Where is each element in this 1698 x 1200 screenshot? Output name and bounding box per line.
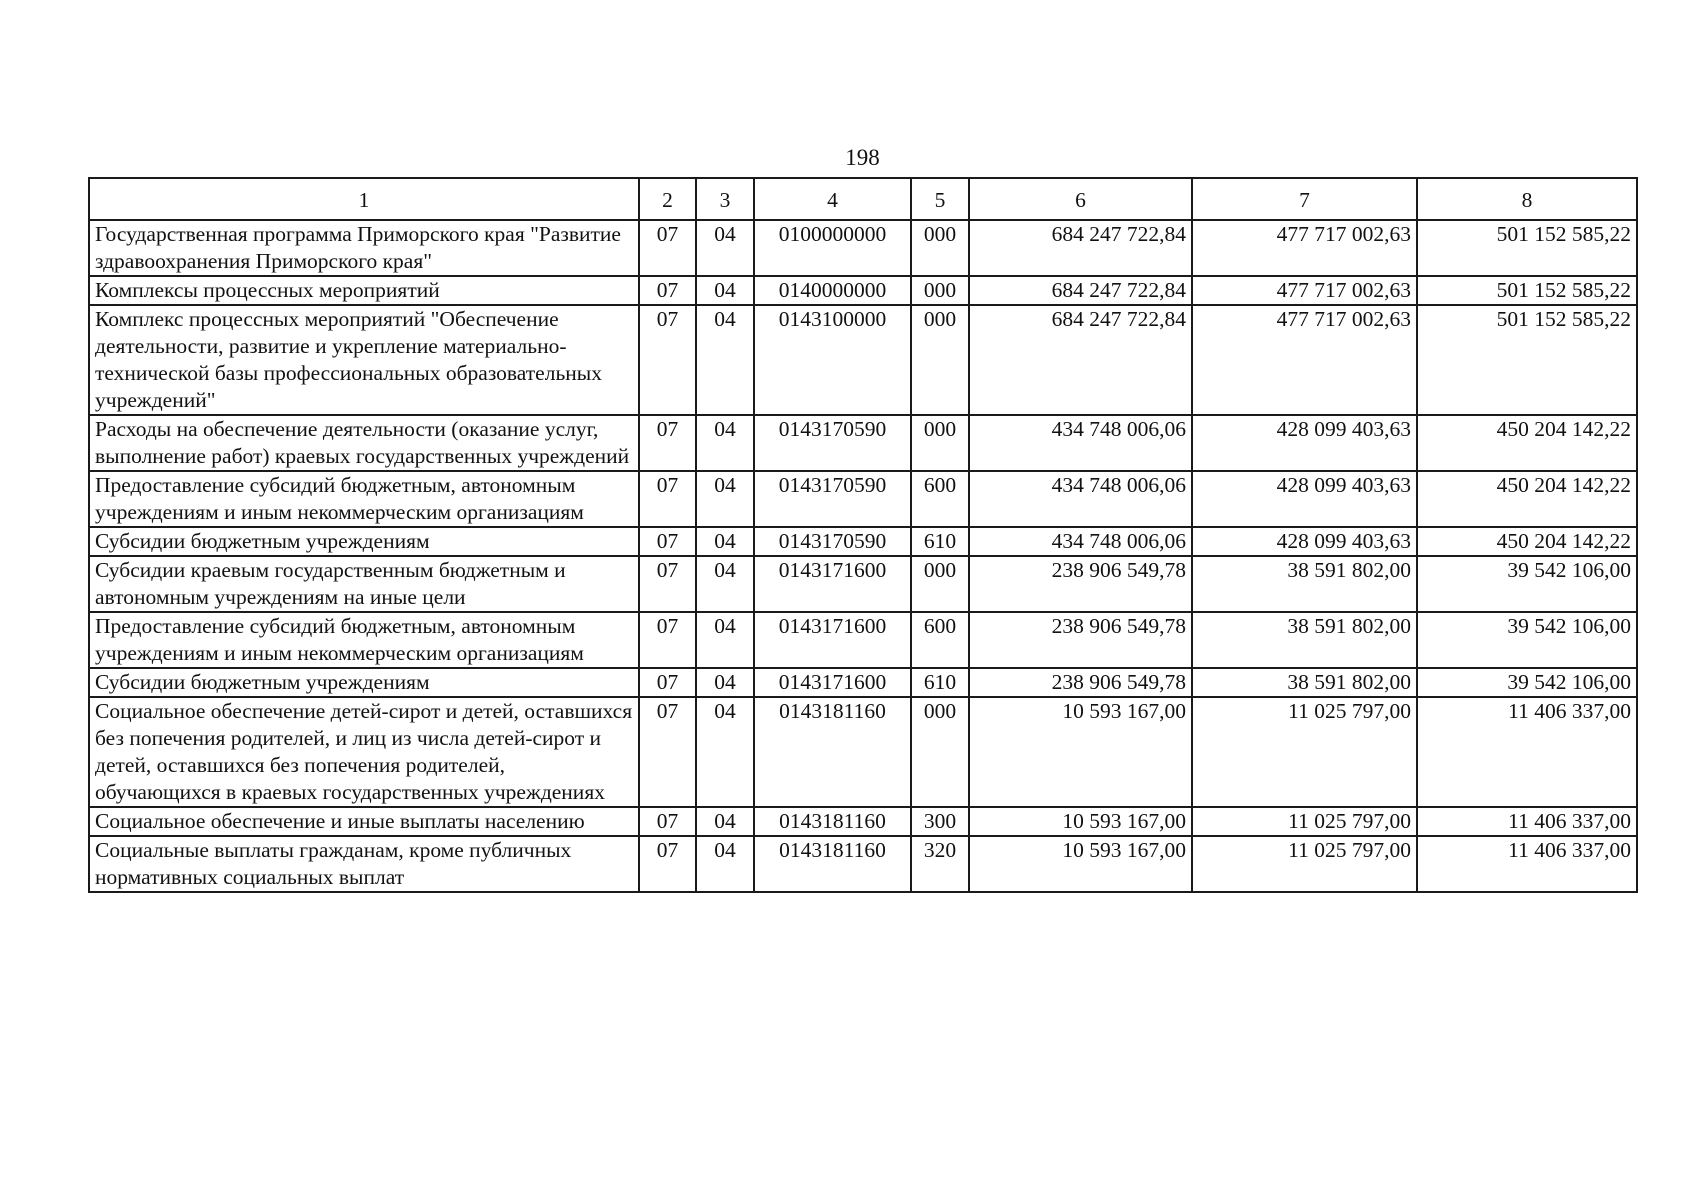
row-name: Субсидии бюджетным учреждениям (89, 527, 639, 556)
row-amount-col-6: 10 593 167,00 (969, 807, 1192, 836)
row-amount-col-6: 434 748 006,06 (969, 471, 1192, 527)
header-col-2: 2 (639, 178, 696, 220)
row-expense-type-code: 600 (911, 612, 969, 668)
table-row (89, 305, 1637, 415)
header-col-5: 5 (911, 178, 969, 220)
row-amount-col-6: 684 247 722,84 (969, 220, 1192, 276)
row-subsection-code: 04 (696, 305, 754, 415)
row-name: Субсидии бюджетным учреждениям (89, 668, 639, 697)
row-amount-col-8: 450 204 142,22 (1417, 527, 1637, 556)
row-amount-col-6: 238 906 549,78 (969, 556, 1192, 612)
table-row (89, 697, 1637, 807)
row-name: Социальные выплаты гражданам, кроме публичных нормативных социальных выплат (89, 836, 639, 892)
row-name: Субсидии краевым государственным бюджетным и автономным учреждениям на иные цели (89, 556, 639, 612)
row-target-code: 0143171600 (754, 668, 911, 697)
row-name: Расходы на обеспечение деятельности (оказание услуг, выполнение работ) краевых государственных учреждений (89, 415, 639, 471)
row-amount-col-6: 434 748 006,06 (969, 415, 1192, 471)
row-target-code: 0100000000 (754, 220, 911, 276)
table-row (89, 471, 1637, 527)
row-section-code: 07 (639, 305, 696, 415)
row-expense-type-code: 320 (911, 836, 969, 892)
row-amount-col-8: 39 542 106,00 (1417, 668, 1637, 697)
row-amount-col-6: 434 748 006,06 (969, 527, 1192, 556)
row-section-code: 07 (639, 807, 696, 836)
row-amount-col-6: 10 593 167,00 (969, 836, 1192, 892)
row-amount-col-6: 684 247 722,84 (969, 305, 1192, 415)
row-name: Комплекс процессных мероприятий "Обеспечение деятельности, развитие и укрепление материально-технической базы профессиональных образовательных учреждений" (89, 305, 639, 415)
row-expense-type-code: 000 (911, 415, 969, 471)
row-amount-col-7: 38 591 802,00 (1192, 668, 1417, 697)
table-row (89, 807, 1637, 836)
row-subsection-code: 04 (696, 220, 754, 276)
row-expense-type-code: 000 (911, 556, 969, 612)
row-name: Предоставление субсидий бюджетным, автономным учреждениям и иным некоммерческим организациям (89, 612, 639, 668)
row-name: Социальное обеспечение детей-сирот и детей, оставшихся без попечения родителей, и лиц из числа детей-сирот и детей, оставшихся без попечения родителей, обучающихся в краевых государственных учреждениях (89, 697, 639, 807)
row-expense-type-code: 300 (911, 807, 969, 836)
row-amount-col-7: 38 591 802,00 (1192, 556, 1417, 612)
row-subsection-code: 04 (696, 471, 754, 527)
row-expense-type-code: 000 (911, 276, 969, 305)
table-row (89, 836, 1637, 892)
table-row (89, 220, 1637, 276)
row-amount-col-7: 428 099 403,63 (1192, 415, 1417, 471)
row-section-code: 07 (639, 276, 696, 305)
row-subsection-code: 04 (696, 612, 754, 668)
header-row (89, 178, 1637, 220)
row-target-code: 0143170590 (754, 415, 911, 471)
row-amount-col-7: 477 717 002,63 (1192, 305, 1417, 415)
row-section-code: 07 (639, 415, 696, 471)
table-row (89, 276, 1637, 305)
row-subsection-code: 04 (696, 415, 754, 471)
row-subsection-code: 04 (696, 807, 754, 836)
row-amount-col-8: 39 542 106,00 (1417, 556, 1637, 612)
row-section-code: 07 (639, 697, 696, 807)
row-amount-col-8: 450 204 142,22 (1417, 471, 1637, 527)
row-target-code: 0143100000 (754, 305, 911, 415)
row-amount-col-8: 450 204 142,22 (1417, 415, 1637, 471)
row-expense-type-code: 610 (911, 527, 969, 556)
row-amount-col-8: 501 152 585,22 (1417, 220, 1637, 276)
row-section-code: 07 (639, 556, 696, 612)
budget-table (88, 177, 1638, 893)
row-name: Государственная программа Приморского края "Развитие здравоохранения Приморского края" (89, 220, 639, 276)
row-target-code: 0143171600 (754, 612, 911, 668)
row-expense-type-code: 600 (911, 471, 969, 527)
table-row (89, 668, 1637, 697)
header-col-8: 8 (1417, 178, 1637, 220)
row-target-code: 0143170590 (754, 471, 911, 527)
row-amount-col-7: 477 717 002,63 (1192, 276, 1417, 305)
row-name: Социальное обеспечение и иные выплаты населению (89, 807, 639, 836)
row-amount-col-6: 10 593 167,00 (969, 697, 1192, 807)
header-col-3: 3 (696, 178, 754, 220)
row-target-code: 0143181160 (754, 807, 911, 836)
header-col-4: 4 (754, 178, 911, 220)
header-col-6: 6 (969, 178, 1192, 220)
table-row (89, 556, 1637, 612)
row-name: Предоставление субсидий бюджетным, автономным учреждениям и иным некоммерческим организациям (89, 471, 639, 527)
row-amount-col-8: 11 406 337,00 (1417, 697, 1637, 807)
header-col-1: 1 (89, 178, 639, 220)
row-subsection-code: 04 (696, 527, 754, 556)
row-amount-col-7: 11 025 797,00 (1192, 807, 1417, 836)
row-amount-col-7: 428 099 403,63 (1192, 527, 1417, 556)
row-subsection-code: 04 (696, 668, 754, 697)
row-subsection-code: 04 (696, 836, 754, 892)
row-amount-col-7: 428 099 403,63 (1192, 471, 1417, 527)
row-amount-col-7: 11 025 797,00 (1192, 836, 1417, 892)
row-section-code: 07 (639, 220, 696, 276)
row-expense-type-code: 000 (911, 305, 969, 415)
row-target-code: 0143181160 (754, 697, 911, 807)
row-target-code: 0143170590 (754, 527, 911, 556)
table-row (89, 612, 1637, 668)
header-col-7: 7 (1192, 178, 1417, 220)
row-section-code: 07 (639, 668, 696, 697)
row-section-code: 07 (639, 471, 696, 527)
row-subsection-code: 04 (696, 697, 754, 807)
row-amount-col-6: 684 247 722,84 (969, 276, 1192, 305)
row-name: Комплексы процессных мероприятий (89, 276, 639, 305)
row-amount-col-8: 11 406 337,00 (1417, 836, 1637, 892)
row-amount-col-8: 11 406 337,00 (1417, 807, 1637, 836)
page-number: 198 (845, 145, 880, 170)
row-subsection-code: 04 (696, 556, 754, 612)
row-amount-col-7: 477 717 002,63 (1192, 220, 1417, 276)
row-target-code: 0143171600 (754, 556, 911, 612)
row-amount-col-6: 238 906 549,78 (969, 668, 1192, 697)
table-row (89, 415, 1637, 471)
row-amount-col-7: 38 591 802,00 (1192, 612, 1417, 668)
row-amount-col-8: 501 152 585,22 (1417, 305, 1637, 415)
row-amount-col-6: 238 906 549,78 (969, 612, 1192, 668)
row-target-code: 0140000000 (754, 276, 911, 305)
row-subsection-code: 04 (696, 276, 754, 305)
row-expense-type-code: 000 (911, 697, 969, 807)
table-row (89, 527, 1637, 556)
row-amount-col-7: 11 025 797,00 (1192, 697, 1417, 807)
row-section-code: 07 (639, 527, 696, 556)
row-expense-type-code: 610 (911, 668, 969, 697)
row-section-code: 07 (639, 836, 696, 892)
row-section-code: 07 (639, 612, 696, 668)
row-expense-type-code: 000 (911, 220, 969, 276)
row-amount-col-8: 501 152 585,22 (1417, 276, 1637, 305)
row-amount-col-8: 39 542 106,00 (1417, 612, 1637, 668)
row-target-code: 0143181160 (754, 836, 911, 892)
